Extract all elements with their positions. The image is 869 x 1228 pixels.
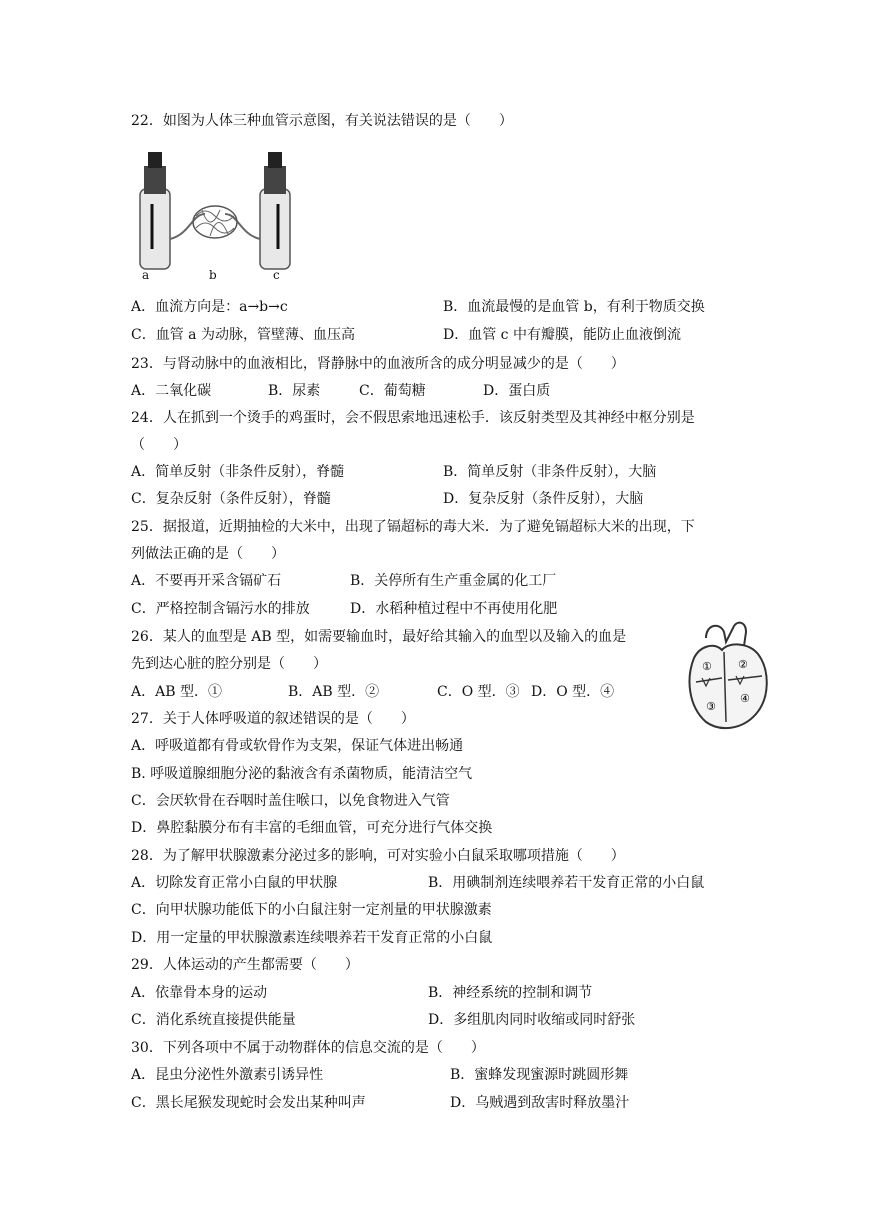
q28-option-b: B．用碘制剂连续喂养若干发育正常的小白鼠 (428, 875, 705, 891)
q22-stem: 22．如图为人体三种血管示意图，有关说法错误的是（ ） (131, 113, 513, 129)
blood-vessels-figure (130, 144, 302, 282)
q26-option-a: A．AB 型．① (131, 684, 222, 700)
q28-option-d: D．用一定量的甲状腺激素连续喂养若干发育正常的小白鼠 (131, 930, 493, 946)
figure-label-a: a (142, 268, 150, 282)
q24-stem: 24．人在抓到一个烫手的鸡蛋时，会不假思索地迅速松手．该反射类型及其神经中枢分别是 (131, 410, 695, 426)
q25-stem: 25．据报道，近期抽检的大米中，出现了镉超标的毒大米．为了避免镉超标大米的出现，下 (131, 519, 695, 535)
q28-stem: 28．为了解甲状腺激素分泌过多的影响，可对实验小白鼠采取哪项措施（ ） (131, 848, 625, 864)
q26-option-d: D．O 型．④ (531, 684, 615, 700)
q29-option-a: A．依靠骨本身的运动 (131, 985, 268, 1001)
q23-stem: 23．与肾动脉中的血液相比，肾静脉中的血液所含的成分明显减少的是（ ） (131, 356, 625, 372)
heart-label-4: ④ (740, 692, 750, 705)
q30-stem: 30．下列各项中不属于动物群体的信息交流的是（ ） (131, 1040, 485, 1056)
q25-option-c: C．严格控制含镉污水的排放 (131, 601, 310, 617)
q26-option-b: B．AB 型．② (288, 684, 380, 700)
q22-option-b: B．血流最慢的是血管 b，有利于物质交换 (443, 299, 705, 315)
q23-option-d: D．蛋白质 (483, 383, 551, 399)
q24-option-c: C．复杂反射（条件反射），脊髓 (131, 491, 331, 507)
q24-option-b: B．简单反射（非条件反射），大脑 (443, 464, 657, 480)
q30-option-a: A．昆虫分泌性外激素引诱异性 (131, 1067, 324, 1083)
q28-option-c: C．向甲状腺功能低下的小白鼠注射一定剂量的甲状腺激素 (131, 902, 492, 918)
q27-stem: 27．关于人体呼吸道的叙述错误的是（ ） (131, 711, 415, 727)
q30-option-c: C．黑长尾猴发现蛇时会发出某种叫声 (131, 1095, 366, 1111)
heart-figure (676, 618, 776, 734)
q26-stem-cont: 先到达心脏的腔分别是（ ） (131, 656, 327, 672)
q25-option-b: B．关停所有生产重金属的化工厂 (350, 573, 557, 589)
q23-option-a: A．二氧化碳 (131, 383, 212, 399)
q23-option-c: C．葡萄糖 (359, 383, 426, 399)
q29-option-b: B．神经系统的控制和调节 (428, 985, 593, 1001)
figure-label-b: b (209, 268, 217, 282)
q27-option-b: B. 呼吸道腺细胞分泌的黏液含有杀菌物质，能清洁空气 (131, 766, 473, 782)
q22-option-d: D．血管 c 中有瓣膜，能防止血液倒流 (443, 327, 681, 343)
q29-option-d: D．多组肌肉同时收缩或同时舒张 (428, 1012, 636, 1028)
q27-option-d: D．鼻腔黏膜分布有丰富的毛细血管，可充分进行气体交换 (131, 820, 493, 836)
q30-option-b: B．蜜蜂发现蜜源时跳圆形舞 (450, 1067, 629, 1083)
q22-option-a: A．血流方向是：a→b→c (131, 299, 288, 315)
figure-label-c: c (273, 268, 280, 282)
q27-option-c: C．会厌软骨在吞咽时盖住喉口，以免食物进入气管 (131, 793, 450, 809)
q24-option-a: A．简单反射（非条件反射），脊髓 (131, 464, 345, 480)
q23-option-b: B．尿素 (268, 383, 321, 399)
q27-option-a: A．呼吸道都有骨或软骨作为支架，保证气体进出畅通 (131, 738, 464, 754)
q28-option-a: A．切除发育正常小白鼠的甲状腺 (131, 875, 338, 891)
q22-option-c: C．血管 a 为动脉，管壁薄、血压高 (131, 327, 355, 343)
q25-option-a: A．不要再开采含镉矿石 (131, 573, 282, 589)
heart-label-2: ② (738, 658, 748, 671)
heart-label-1: ① (702, 660, 712, 673)
q24-stem-cont: （ ） (131, 437, 187, 453)
q29-stem: 29．人体运动的产生都需要（ ） (131, 957, 359, 973)
q24-option-d: D．复杂反射（条件反射），大脑 (443, 491, 644, 507)
q25-option-d: D．水稻种植过程中不再使用化肥 (350, 601, 558, 617)
q25-stem-cont: 列做法正确的是（ ） (131, 546, 285, 562)
q26-stem: 26．某人的血型是 AB 型，如需要输血时，最好给其输入的血型以及输入的血是 (131, 629, 627, 645)
q29-option-c: C．消化系统直接提供能量 (131, 1012, 296, 1028)
heart-label-3: ③ (706, 700, 716, 713)
q26-option-c: C．O 型．③ (437, 684, 520, 700)
q30-option-d: D．乌贼遇到敌害时释放墨汁 (450, 1095, 630, 1111)
